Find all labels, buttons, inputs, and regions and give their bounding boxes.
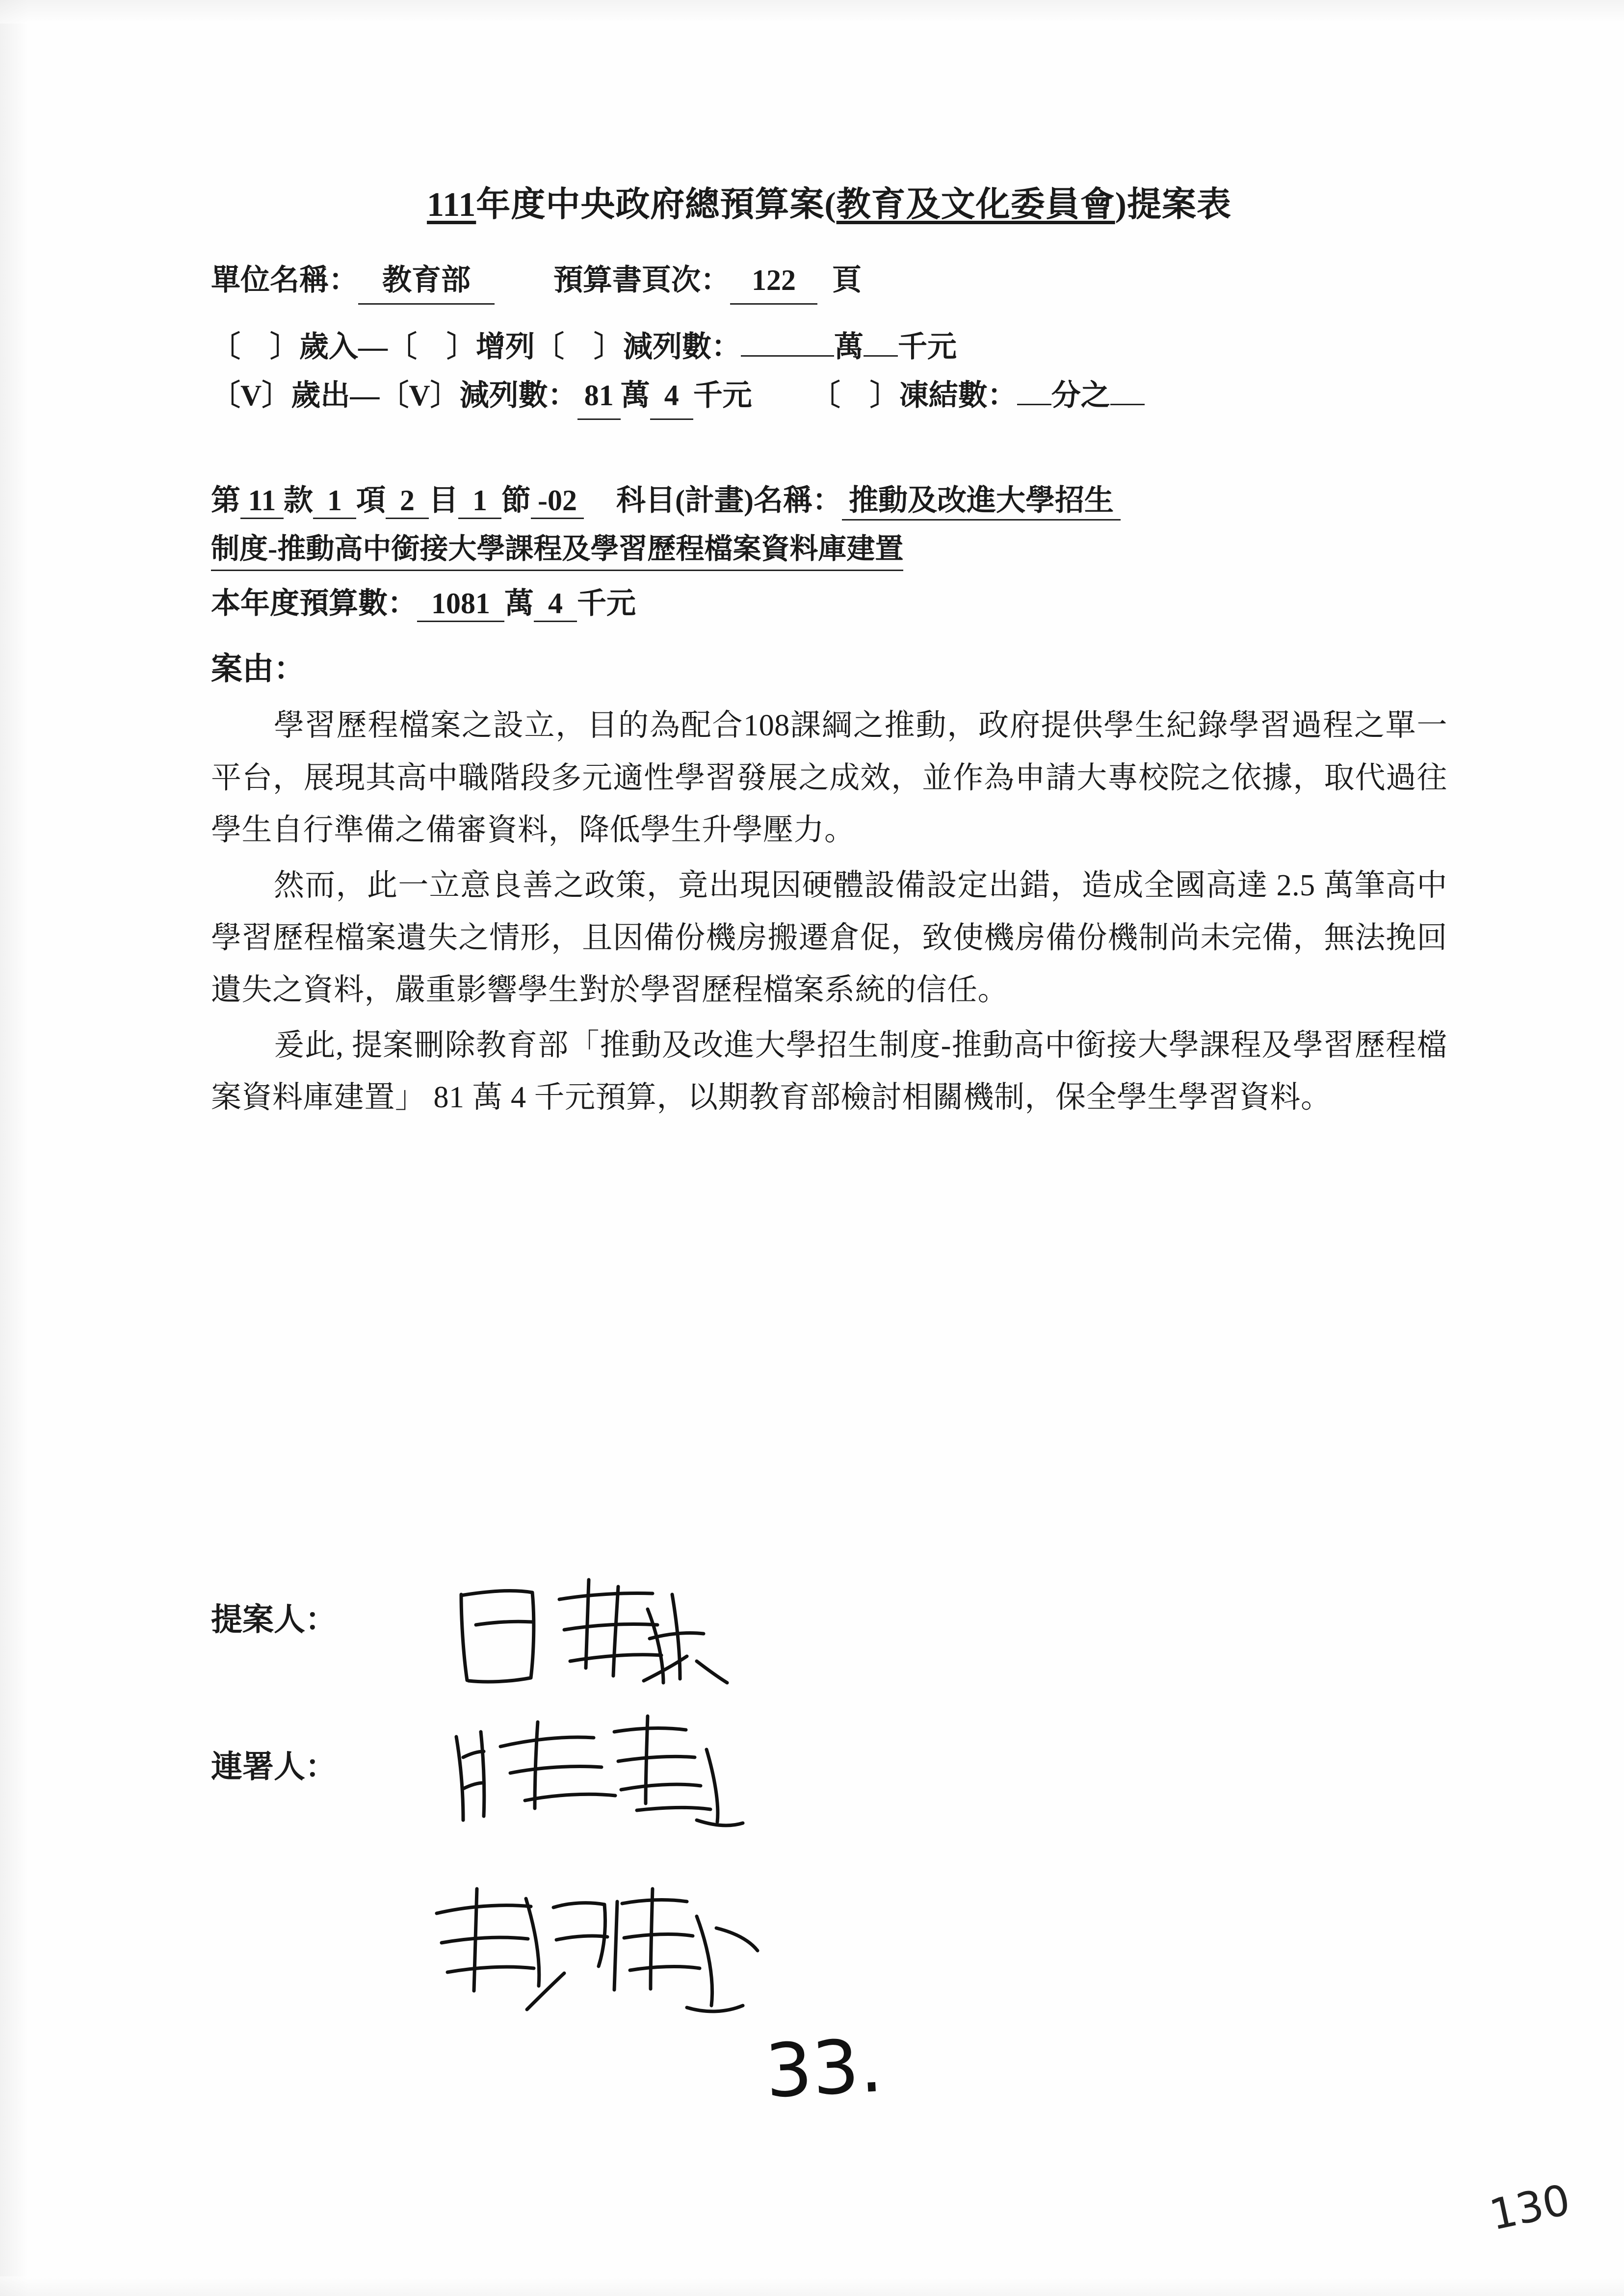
case-paragraph-1: 學習歷程檔案之設立，目的為配合108課綱之推動，政府提供學生紀錄學習過程之單一平台，展現其高中職階段多元適性學習發展之成效，並作為申請大專校院之依據，取代過往學生自行準備之備審資料，降低學生升學壓力。	[211, 709, 1447, 847]
sub-code-value: -02	[531, 484, 584, 519]
account-code-row	[211, 477, 1447, 521]
proposer-row	[211, 1585, 1447, 1732]
jie-unit: 節	[501, 484, 531, 517]
xiang-unit: 項	[356, 484, 386, 517]
unit-name-label: 單位名稱：	[211, 264, 358, 296]
budget-page-label: 預算書頁次：	[553, 264, 730, 296]
freeze-mid: 分之	[1051, 379, 1110, 412]
page-title	[211, 177, 1447, 226]
proposer-signature-ink	[442, 1565, 746, 1712]
annual-budget-wan-unit: 萬	[504, 587, 534, 620]
budget-page-value: 122	[730, 258, 817, 305]
revenue-checkbox-1[interactable]: 〔 〕	[211, 331, 299, 363]
revenue-amount-wan	[741, 355, 834, 357]
title-committee: 教育及文化委員會	[836, 186, 1115, 224]
kuan-value: 11	[240, 484, 284, 519]
case-paragraph-2: 然而，此一立意良善之政策，竟出現因硬體設備設定出錯，造成全國高達 2.5 萬筆高中學習歷程檔案遺失之情形，且因備份機房搬遷倉促，致使機房備份機制尚未完備，無法挽回遺失之資料，嚴重影響學生對於學習歷程檔案系統的信任。	[211, 868, 1447, 1007]
revenue-checkbox-3[interactable]: 〔 〕	[535, 331, 623, 363]
freeze-label: 凍結數：	[899, 379, 1017, 412]
subject-name-value-line1: 推動及改進大學招生	[842, 477, 1121, 521]
proposer-label: 提案人：	[211, 1602, 337, 1637]
title-year: 111	[427, 186, 476, 224]
expense-checkbox-2[interactable]: 〔V〕	[379, 379, 460, 412]
annual-budget-label: 本年度預算數：	[211, 587, 417, 620]
title-tail: )提案表	[1115, 186, 1231, 224]
scan-edge-shading-left	[0, 0, 29, 2296]
kuan-label: 第	[211, 484, 240, 517]
cosigner-row-2	[211, 1879, 1447, 2026]
revenue-text-3: 減列數：	[623, 331, 741, 363]
handwritten-page-number: 33.	[763, 2023, 885, 2115]
freeze-denominator	[1110, 404, 1145, 405]
expense-text-1: 歲出—	[291, 379, 380, 412]
revenue-amount-qian	[864, 355, 898, 357]
cosigner-signature-ink-2	[422, 1869, 765, 2026]
jie-value: 1	[458, 484, 501, 519]
xiang-value: 1	[313, 484, 356, 519]
unit-and-page-row	[211, 258, 1447, 305]
budget-page-unit: 頁	[832, 264, 862, 296]
expense-text-2: 減列數：	[459, 379, 577, 412]
revenue-text-1: 歲入—	[299, 331, 388, 363]
cosigner-signature-ink-1	[442, 1702, 756, 1850]
annual-budget-qian: 4	[534, 587, 577, 622]
freeze-checkbox[interactable]: 〔 〕	[811, 379, 899, 412]
annual-budget-qian-unit: 千元	[577, 587, 636, 620]
cosigner-label: 連署人：	[211, 1749, 337, 1784]
unit-name-value: 教育部	[358, 258, 495, 305]
revenue-unit-wan: 萬	[834, 331, 864, 363]
mu-value: 2	[386, 484, 429, 519]
kuan-unit: 款	[284, 484, 313, 517]
revenue-row	[211, 324, 1447, 370]
expense-amount-qian: 4	[650, 373, 693, 420]
expense-checkbox-1[interactable]: 〔V〕	[211, 379, 291, 412]
scan-edge-shading-top	[0, 0, 1624, 24]
case-paragraph-3: 爰此, 提案刪除教育部「推動及改進大學招生制度-推動高中銜接大學課程及學習歷程檔案資料庫建置」 81 萬 4 千元預算，以期教育部檢討相關機制，保全學生學習資料。	[211, 1028, 1447, 1115]
document-body	[211, 177, 1447, 1127]
expense-row	[211, 373, 1447, 420]
annual-budget-wan: 1081	[417, 587, 504, 622]
subject-name-value-line2: 制度-推動高中銜接大學課程及學習歷程檔案資料庫建置	[211, 525, 903, 571]
corner-page-number: 130	[1485, 2175, 1574, 2240]
case-reason-label: 案由：	[211, 652, 305, 686]
annual-budget-row	[211, 580, 1447, 622]
revenue-checkbox-2[interactable]: 〔 〕	[388, 331, 476, 363]
account-code-block	[211, 477, 1447, 580]
title-rest: 年度中央政府總預算案(	[476, 186, 837, 224]
freeze-numerator	[1017, 404, 1051, 405]
revenue-text-2: 增列	[476, 331, 535, 363]
mu-unit: 目	[429, 484, 458, 517]
scan-edge-shading-bottom	[0, 2276, 1624, 2296]
revenue-unit-qian: 千元	[898, 331, 957, 363]
expense-amount-wan: 81	[577, 373, 621, 420]
expense-unit-wan: 萬	[620, 379, 650, 412]
subject-name-label: 科目(計畫)名稱：	[616, 484, 842, 517]
cosigner-row	[211, 1732, 1447, 1879]
expense-unit-qian: 千元	[693, 379, 752, 412]
